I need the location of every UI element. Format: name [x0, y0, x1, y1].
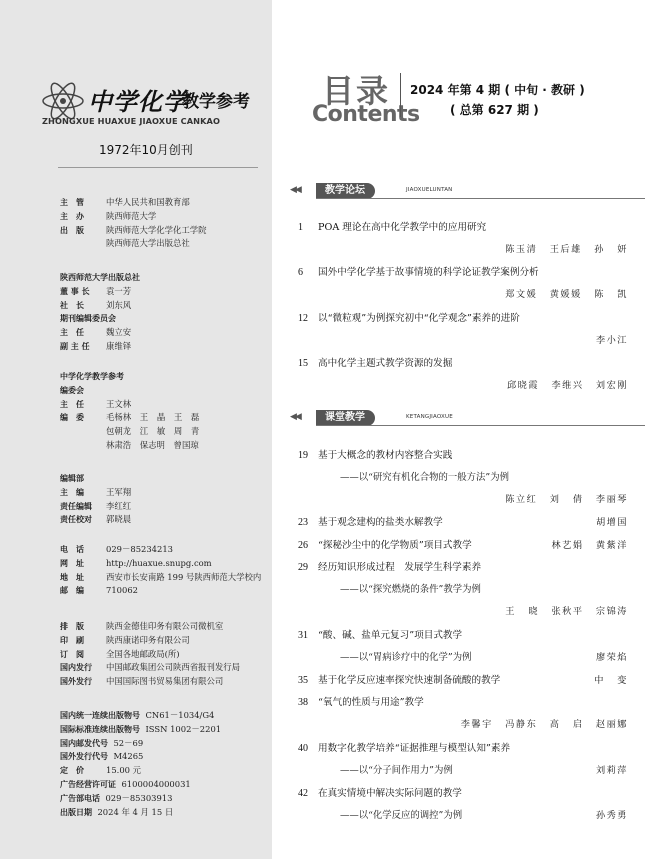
entry-page: 40: [298, 743, 308, 754]
code-row: [60, 709, 221, 723]
entry-authors: 郑文媛 黄媛媛 陈 凯: [505, 289, 628, 300]
entry-authors: 陈立红 刘 倩 李丽琴: [505, 494, 628, 505]
contact-label: 地 址: [60, 572, 84, 582]
toc-entry[interactable]: [298, 559, 628, 617]
entry-page: 31: [298, 630, 308, 641]
publisher-row: [60, 285, 140, 299]
print-row: [60, 634, 240, 648]
entry-title: 在真实情境中解决实际问题的教学: [318, 788, 462, 799]
editorial-value: 王军翔: [106, 486, 132, 497]
board-row: [60, 411, 199, 452]
print-row: [60, 620, 240, 634]
section-pinyin: JIAOXUELUNTAN: [406, 187, 453, 193]
entry-title: “探秘沙尘中的化学物质”项目式教学: [318, 540, 472, 551]
toc-entry[interactable]: [298, 447, 628, 505]
committee-row: [60, 340, 140, 354]
entry-title: 以“微粒观”为例探究初中“化学观念”素养的进阶: [318, 313, 520, 324]
contact-row: [60, 557, 261, 571]
title-divider: [400, 73, 401, 117]
issue-total: ( 总第 627 期 ): [450, 103, 539, 117]
code-row: [60, 764, 221, 778]
logo-en: ZHONGXUE HUAXUE JIAOXUE CANKAO: [42, 116, 221, 126]
board-heading: 编委会: [60, 385, 84, 395]
admin-block: [60, 196, 207, 251]
toc-entry[interactable]: [298, 785, 628, 821]
editorial-row: [60, 513, 131, 527]
contact-row: [60, 584, 261, 598]
section-header: [290, 410, 645, 426]
entry-title: 基于观念建构的盐类水解教学: [318, 517, 443, 528]
publisher-heading: 陕西师范大学出版总社: [60, 273, 140, 282]
entry-authors: 孙秀勇: [595, 810, 628, 821]
entry-page: 38: [298, 697, 308, 708]
toc-entry[interactable]: [298, 672, 628, 686]
entry-title: 基于大概念的教材内容整合实践: [318, 450, 453, 461]
admin-row: [60, 196, 207, 210]
toc-entry[interactable]: [298, 264, 628, 300]
founded-date: 1972年10月创刊: [99, 143, 193, 157]
print-value: 全国各地邮政局(所): [106, 648, 180, 659]
toc-title-cn: 目录: [322, 72, 391, 110]
toc-entry[interactable]: [298, 740, 628, 776]
print-row: [60, 675, 240, 689]
print-label: 国内发行: [60, 663, 92, 673]
entry-subtitle-text: ——以“分子间作用力”为例: [340, 765, 453, 776]
print-label: 国外发行: [60, 677, 92, 687]
code-value: 6100004000031: [121, 778, 191, 789]
publisher-label: 社 长: [60, 300, 84, 310]
entry-page: 1: [298, 222, 303, 233]
code-row: [60, 806, 221, 820]
admin-value: 陕西师范大学出版总社: [106, 238, 190, 249]
publisher-label: 董 事 长: [60, 286, 90, 296]
entry-authors: 王 晓 张秋平 宗锦涛: [505, 606, 628, 617]
print-label: 排 版: [60, 622, 84, 631]
print-label: 印 刷: [60, 635, 84, 645]
admin-row: [60, 224, 207, 252]
board-editors: 包朝龙 江 敏 周 青: [106, 426, 200, 437]
journal-logo: [40, 78, 265, 138]
entry-page: 12: [298, 313, 308, 324]
section-header: [290, 183, 645, 199]
entry-authors: 廖荣焰: [595, 652, 628, 663]
committee-heading: 期刊编辑委员会: [60, 314, 116, 324]
entry-page: 23: [298, 517, 308, 528]
board-label: 编 委: [60, 413, 84, 423]
code-label: 国内邮发代号: [60, 738, 108, 748]
code-label: 广告经营许可证: [60, 779, 116, 789]
contact-row: [60, 543, 261, 557]
entry-authors: 李馨宇 冯静东 高 启 赵丽娜: [460, 719, 628, 730]
publish-date: 2024 年 4 月 15 日: [97, 806, 174, 817]
section-title: 课堂教学: [316, 410, 375, 426]
entry-authors: 中 变: [594, 675, 628, 686]
code-label: 广告部电话: [60, 793, 100, 803]
publisher-value: 刘东风: [106, 299, 132, 310]
code-row: [60, 750, 221, 764]
entry-subtitle: [340, 807, 628, 821]
entry-authors: 邱晓霞 李维兴 刘宏刚: [506, 380, 628, 391]
entry-page: 26: [298, 540, 308, 551]
publisher-row: [60, 299, 140, 313]
editorial-row: [60, 486, 131, 500]
entry-page: 6: [298, 267, 303, 278]
code-value: M4265: [113, 751, 144, 762]
section-title: 教学论坛: [316, 183, 375, 199]
board-block: [60, 370, 199, 453]
entry-page: 15: [298, 358, 308, 369]
contact-value: 710062: [106, 585, 138, 596]
code-row: [60, 792, 221, 806]
code-label: 国外发行代号: [60, 752, 108, 762]
code-row: [60, 737, 221, 751]
entry-title: POA 理论在高中化学教学中的应用研究: [318, 222, 487, 233]
code-row: [60, 778, 221, 792]
code-label: 出版日期: [60, 807, 92, 817]
contact-label: 电 话: [60, 545, 84, 554]
entry-authors: 胡增国: [595, 517, 628, 528]
masthead-panel: [0, 0, 272, 859]
section-rule: [316, 425, 645, 426]
board-director: 王文林: [106, 398, 132, 409]
board-editors: 毛杨林 王 晶 王 磊: [106, 412, 200, 423]
logo-cn-main: 中学化学: [88, 87, 188, 116]
contact-value: 西安市长安南路 199 号陕西师范大学校内: [106, 571, 262, 582]
admin-label: 主 管: [60, 198, 84, 207]
entry-subtitle: [340, 649, 628, 663]
entry-title: 经历知识形成过程 发展学生科学素养: [318, 562, 482, 573]
section-pinyin: KETANGJIAOXUE: [406, 414, 453, 420]
contact-row: [60, 571, 261, 585]
admin-value: 陕西师范大学: [106, 210, 157, 221]
double-arrow-icon: ◀◀: [290, 185, 300, 195]
toc-entry[interactable]: [298, 627, 628, 663]
toc-entry[interactable]: [298, 219, 628, 255]
committee-label: 副 主 任: [60, 341, 90, 351]
entry-title: 国外中学化学基于故事情境的科学论证教学案例分析: [318, 267, 539, 278]
committee-value: 魏立安: [106, 327, 132, 338]
double-arrow-icon: ◀◀: [290, 412, 300, 422]
publisher-value: 袁一芳: [106, 285, 132, 296]
code-row: [60, 723, 221, 737]
editorial-value: 郭晓晨: [106, 514, 132, 525]
entry-authors: 李小江: [595, 335, 628, 346]
toc-entry[interactable]: [298, 310, 628, 346]
entry-authors: 刘莉萍: [595, 765, 628, 776]
entry-title: “酸、碱、盐单元复习”项目式教学: [318, 630, 463, 641]
editorial-block: [60, 472, 131, 527]
entry-authors: 陈玉清 王后雄 孙 妍: [505, 244, 628, 255]
editorial-label: 责任编辑: [60, 501, 92, 511]
board-row: [60, 398, 199, 412]
journal-heading: 中学化学教学参考: [60, 372, 124, 381]
contact-label: 网 址: [60, 558, 84, 568]
entry-page: 42: [298, 788, 308, 799]
contact-label: 邮 编: [60, 586, 84, 596]
print-value: 陕西康诺印务有限公司: [106, 634, 190, 645]
toc-title-en: Contents: [312, 102, 420, 127]
entry-authors: 林艺娟 黄紫洋: [551, 540, 628, 551]
publisher-block: [60, 271, 140, 354]
toc-entry[interactable]: [298, 694, 628, 730]
print-row: [60, 661, 240, 675]
code-label: 定 价: [60, 766, 84, 776]
entry-title: 基于化学反应速率探究快速制备硫酸的教学: [318, 675, 501, 686]
code-label: 国内统一连续出版物号: [60, 711, 140, 720]
admin-value: 中华人民共和国教育部: [106, 197, 190, 207]
entry-page: 29: [298, 562, 308, 573]
code-value: 029－85303913: [105, 792, 173, 803]
code-label: 国际标准连续出版物号: [60, 724, 140, 734]
editorial-label: 责任校对: [60, 515, 92, 525]
entry-page: 19: [298, 450, 308, 461]
committee-row: [60, 326, 140, 340]
print-value: 中国国际图书贸易集团有限公司: [106, 676, 224, 687]
admin-row: [60, 210, 207, 224]
entry-title: “氧气的性质与用途”教学: [318, 697, 424, 708]
contact-block: [60, 543, 261, 598]
print-value: 中国邮政集团公司陕西省报刊发行局: [106, 662, 240, 673]
committee-value: 康维铎: [106, 340, 132, 351]
section-rule: [316, 198, 645, 199]
admin-label: 出 版: [60, 225, 84, 235]
editorial-heading: 编辑部: [60, 474, 84, 483]
print-value: 陕西金德佳印务有限公司微机室: [106, 621, 224, 631]
logo-cn-sub: 教学参考: [182, 92, 250, 112]
entry-title: 用数字化教学培养“证据推理与模型认知”素养: [318, 743, 511, 754]
code-value: ISSN 1002－2201: [145, 723, 222, 734]
website-link[interactable]: http://huaxue.snupg.com: [106, 557, 212, 568]
toc-panel: [272, 0, 654, 859]
divider: [58, 167, 258, 168]
toc-entry[interactable]: [298, 514, 628, 528]
entry-title: 高中化学主题式教学资源的发掘: [318, 358, 453, 369]
admin-label: 主 办: [60, 211, 84, 221]
editorial-row: [60, 500, 131, 514]
code-value: 52－69: [113, 737, 144, 748]
entry-subtitle: ——以“探究燃烧的条件”教学为例: [340, 584, 481, 595]
codes-block: [60, 709, 221, 819]
entry-subtitle: [340, 762, 628, 776]
committee-label: 主 任: [60, 328, 84, 338]
print-block: [60, 620, 240, 689]
toc-entry[interactable]: [298, 537, 628, 551]
issue-number: 2024 年第 4 期 ( 中旬 · 教研 ): [410, 83, 585, 97]
entry-page: 35: [298, 675, 308, 686]
print-label: 订 阅: [60, 649, 84, 659]
price-value: 15.00 元: [106, 765, 142, 776]
code-value: CN61－1034/G4: [145, 710, 215, 720]
print-row: [60, 648, 240, 662]
board-editors: 林肃浩 保志明 曾国琼: [106, 439, 199, 450]
toc-entry[interactable]: [298, 355, 628, 391]
entry-subtitle-text: ——以“化学反应的调控”为例: [340, 810, 463, 821]
board-label: 主 任: [60, 399, 84, 409]
editorial-label: 主 编: [60, 487, 84, 497]
editorial-value: 李红红: [106, 500, 132, 511]
entry-subtitle: ——以“研究有机化合物的一般方法”为例: [340, 472, 509, 483]
entry-subtitle-text: ——以“胃病诊疗中的化学”为例: [340, 652, 472, 663]
contact-value: 029－85234213: [106, 544, 173, 554]
admin-value: 陕西师范大学化学化工学院: [106, 224, 207, 235]
